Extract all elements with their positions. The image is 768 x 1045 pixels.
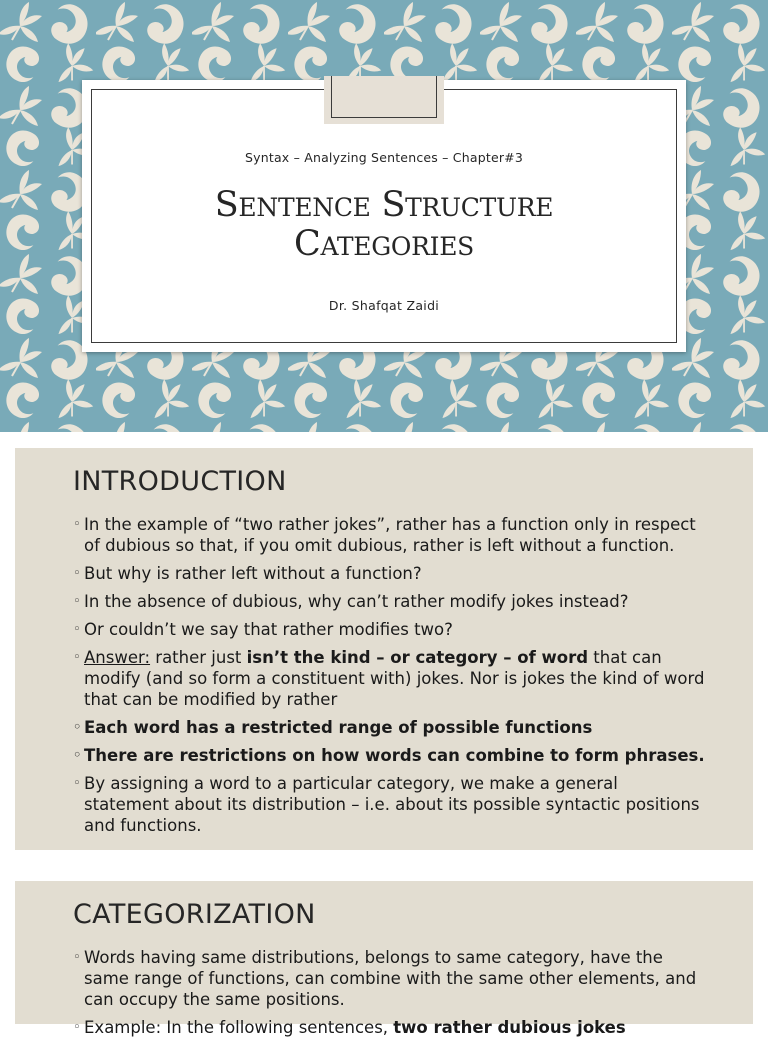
slide-title-line1: Sentence Structure: [214, 185, 554, 225]
bullet-text: Or couldn’t we say that rather modifies two?: [84, 620, 453, 639]
list-item: [73, 947, 707, 1010]
slide-author: Dr. Shafqat Zaidi: [328, 298, 440, 313]
bullet-text: that can modify (and so form a constituent with) jokes. Nor is jokes the kind of word that can be modified by rather: [84, 648, 705, 709]
list-item: [73, 1017, 707, 1038]
bullet-text: In the absence of dubious, why can’t rather modify jokes instead?: [84, 592, 629, 611]
bullet-text: In the example of “two rather jokes”, rather has a function only in respect of dubious so that, if you omit dubious, rather is left without a function.: [84, 515, 696, 555]
bullet-marker: ◦: [73, 1020, 81, 1035]
bullet-text: But why is rather left without a function?: [84, 564, 422, 583]
list-item: [73, 514, 707, 556]
bullet-marker: ◦: [73, 776, 81, 791]
list-item: [73, 647, 707, 710]
answer-label: Answer:: [84, 648, 151, 667]
bullet-marker: ◦: [73, 517, 81, 532]
bullet-marker: ◦: [73, 720, 82, 735]
list-item: [73, 717, 707, 738]
list-item: [73, 773, 707, 836]
bullet-marker: ◦: [73, 622, 81, 637]
introduction-bullet-list: [73, 514, 707, 843]
introduction-heading: INTRODUCTION: [73, 466, 287, 497]
slide-title-line2: Categories: [294, 224, 474, 264]
list-item: [73, 563, 707, 584]
bullet-text: rather just: [150, 648, 247, 667]
bullet-emphasis: two rather dubious jokes: [393, 1018, 626, 1037]
categorization-slide: [15, 881, 753, 1037]
bullet-text: There are restrictions on how words can combine to form phrases.: [84, 746, 705, 765]
title-slide: [0, 0, 768, 432]
bullet-marker: ◦: [73, 748, 82, 763]
list-item: [73, 591, 707, 612]
categorization-heading: CATEGORIZATION: [73, 899, 316, 930]
bullet-text: Each word has a restricted range of possible functions: [84, 718, 593, 737]
list-item: [73, 745, 707, 766]
introduction-slide: [15, 448, 753, 850]
list-item: [73, 619, 707, 640]
bullet-text: Example: In the following sentences,: [84, 1018, 394, 1037]
bullet-text: Words having same distributions, belongs to same category, have the same range of functions, can combine with the same other elements, and can occupy the same positions.: [84, 948, 697, 1009]
bullet-marker: ◦: [73, 950, 81, 965]
slide-title: [82, 186, 686, 264]
categorization-bullet-list: [73, 947, 707, 1045]
slide-subtitle: Syntax – Analyzing Sentences – Chapter#3: [244, 150, 523, 165]
title-card-tab: [324, 76, 444, 124]
bullet-marker: ◦: [73, 650, 81, 665]
bullet-marker: ◦: [73, 594, 81, 609]
bullet-text: By assigning a word to a particular category, we make a general statement about its distribution – i.e. about its possible syntactic positions and functions.: [84, 774, 700, 835]
bullet-marker: ◦: [73, 566, 81, 581]
title-card: [82, 80, 686, 352]
bullet-emphasis: isn’t the kind – or category – of word: [246, 648, 589, 667]
